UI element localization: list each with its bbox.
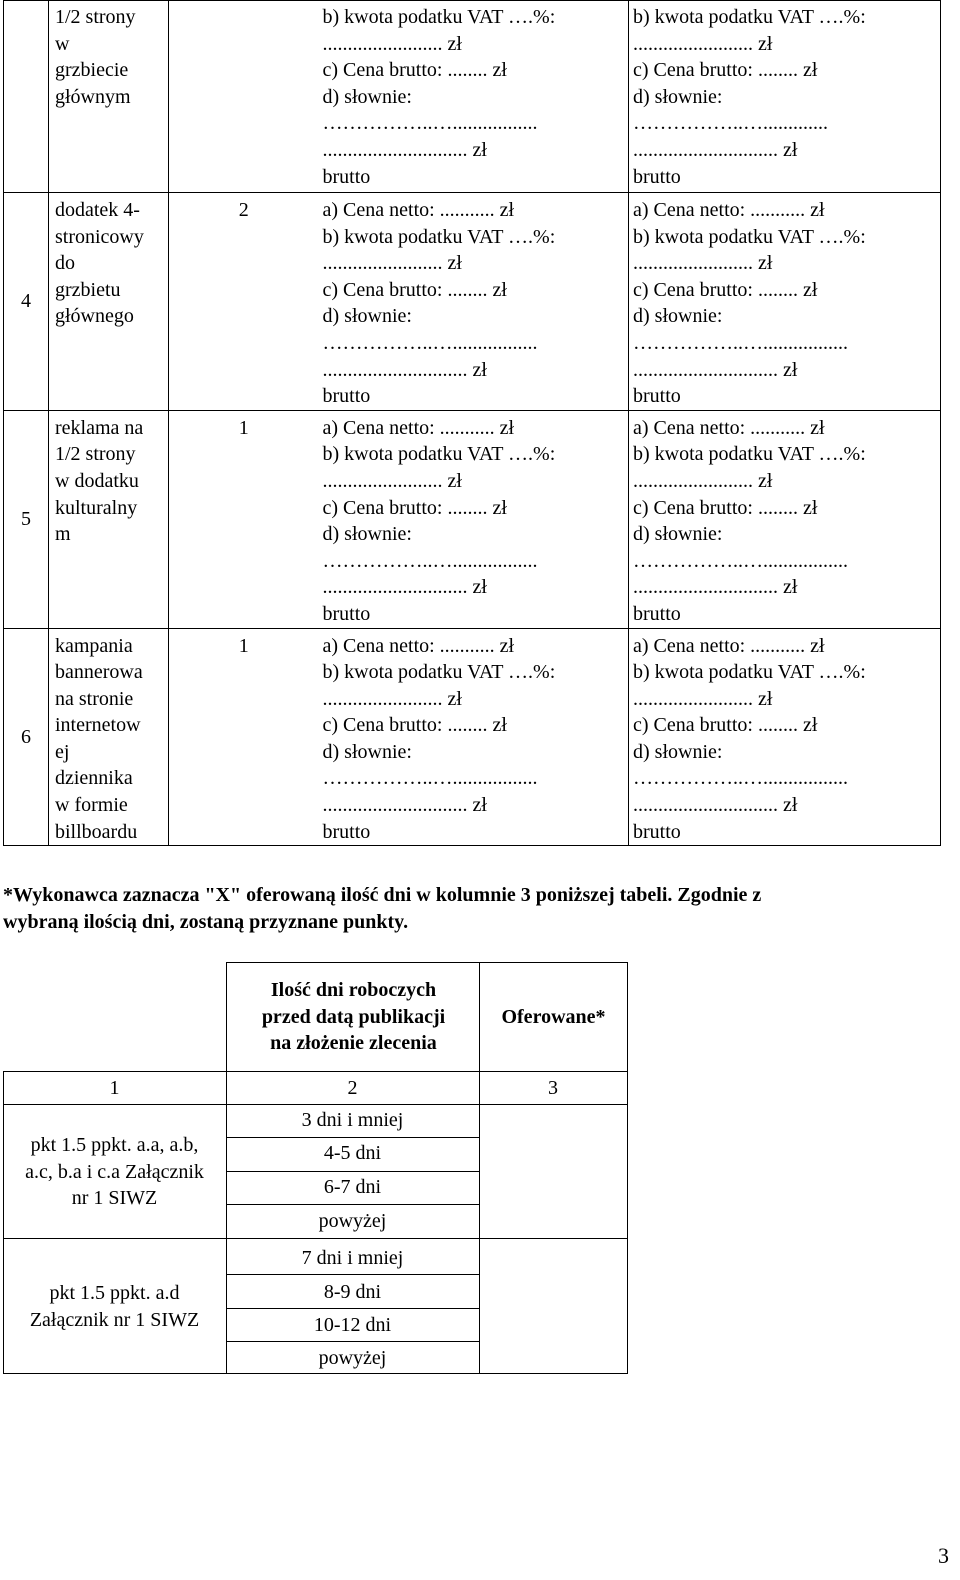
row-number: 6 <box>4 628 49 846</box>
table-row <box>4 410 941 628</box>
days-option: 3 dni i mniej <box>301 1109 404 1131</box>
row-name: dodatek 4- stronicowy do grzbietu głównego <box>49 193 169 411</box>
page-number: 3 <box>938 1543 949 1568</box>
price-cell-a: b) kwota podatku VAT ….%: ........................ zł c) Cena brutto: ........ zł d) słownie: ……………..…................. ............................. zł brutto <box>319 1 629 193</box>
offer-price-table <box>3 0 941 846</box>
group-label: pkt 1.5 ppkt. a.d Załącznik nr 1 SIWZ <box>29 1282 200 1331</box>
price-cell-a: a) Cena netto: ........... zł b) kwota podatku VAT ….%: ........................ zł c) Cena brutto: ........ zł d) słownie: ……………..…................. ............................. zł brutto <box>319 410 629 628</box>
group-label: pkt 1.5 ppkt. a.a, a.b, a.c, b.a i c.a Załącznik nr 1 SIWZ <box>25 1134 204 1210</box>
table-row <box>4 193 941 411</box>
days-option: powyżej <box>318 1210 387 1232</box>
row-quantity: 1 <box>169 410 319 628</box>
column-number-3: 3 <box>548 1077 558 1099</box>
row-quantity: 2 <box>169 193 319 411</box>
days-option: 6-7 dni <box>323 1176 382 1198</box>
row-number: 4 <box>4 193 49 411</box>
scoring-note: *Wykonawca zaznacza "X" oferowaną ilość dni w kolumnie 3 poniższej tabeli. Zgodnie z wybraną ilością dni, zostaną przyznane punkty. <box>3 884 762 933</box>
table-row <box>4 1 941 193</box>
days-option: 7 dni i mniej <box>301 1247 404 1269</box>
price-cell-b: b) kwota podatku VAT ….%: ........................ zł c) Cena brutto: ........ zł d) słownie: ……………..…............. ............................. zł brutto <box>629 1 941 193</box>
row-quantity: 1 <box>169 628 319 846</box>
column-number-1: 1 <box>109 1077 120 1099</box>
row-quantity <box>169 1 319 193</box>
header-offered-cell: Oferowane* <box>479 962 628 1072</box>
price-cell-b: a) Cena netto: ........... zł b) kwota podatku VAT ….%: ........................ zł c) Cena brutto: ........ zł d) słownie: ……………..…................. ............................. zł brutto <box>629 628 941 846</box>
days-option: 8-9 dni <box>323 1281 382 1303</box>
row-name: 1/2 strony w grzbiecie głównym <box>49 1 169 193</box>
days-option: 10-12 dni <box>313 1314 392 1336</box>
price-cell-a: a) Cena netto: ........... zł b) kwota podatku VAT ….%: ........................ zł c) Cena brutto: ........ zł d) słownie: ……………..…................. ............................. zł brutto <box>319 628 629 846</box>
row-name: reklama na 1/2 strony w dodatku kulturalny m <box>49 410 169 628</box>
price-cell-b: a) Cena netto: ........... zł b) kwota podatku VAT ….%: ........................ zł c) Cena brutto: ........ zł d) słownie: ……………..…................. ............................. zł brutto <box>629 410 941 628</box>
row-number <box>4 1 49 193</box>
table-row <box>4 628 941 846</box>
row-number: 5 <box>4 410 49 628</box>
header-days-cell: Ilość dni roboczych przed datą publikacji na złożenie zlecenia <box>226 962 480 1072</box>
days-option: powyżej <box>318 1347 387 1369</box>
price-cell-b: a) Cena netto: ........... zł b) kwota podatku VAT ….%: ........................ zł c) Cena brutto: ........ zł d) słownie: ……………..…................. ............................. zł brutto <box>629 193 941 411</box>
column-number-2: 2 <box>347 1077 358 1099</box>
price-cell-a: a) Cena netto: ........... zł b) kwota podatku VAT ….%: ........................ zł c) Cena brutto: ........ zł d) słownie: ……………..…................. ............................. zł brutto <box>319 193 629 411</box>
days-option: 4-5 dni <box>323 1142 382 1164</box>
row-name: kampania bannerowa na stronie internetow ej dziennika w formie billboardu <box>49 628 169 846</box>
